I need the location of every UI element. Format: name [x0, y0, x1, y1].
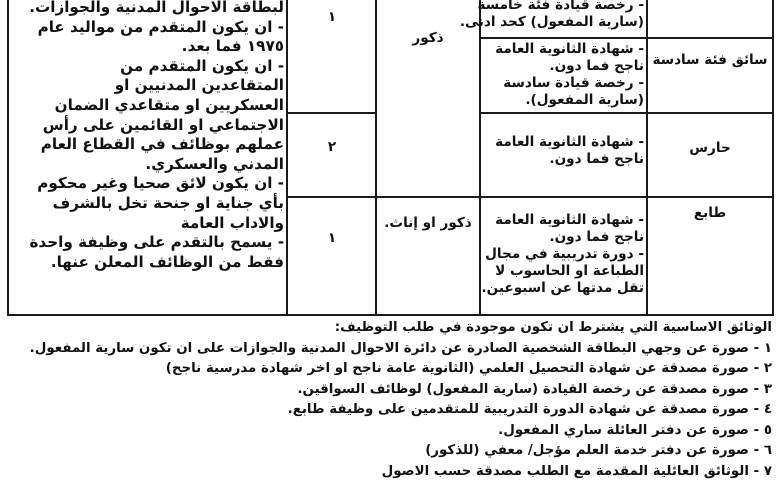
- count-divider-2: [288, 196, 376, 198]
- condition-line: الاجتماعي او القائمين على رأس: [10, 116, 284, 136]
- requirement-line: - رخصة قيادة سادسة: [484, 75, 644, 92]
- requirement-line: ناجح فما دون.: [484, 151, 644, 168]
- job-title: حارس: [689, 140, 731, 156]
- table-bottom-border: [7, 314, 774, 316]
- count-value: ١: [328, 230, 336, 246]
- job-3-requirements: [484, 134, 644, 168]
- job-title: طابع: [694, 205, 726, 221]
- condition-line: والاداب العامة: [10, 214, 284, 234]
- requirement-line: - شهادة الثانوية العامة: [484, 41, 644, 58]
- condition-line: - يسمح بالتقدم على وظيفة واحدة: [10, 233, 284, 253]
- table-left-border: [7, 0, 9, 316]
- job-title-driver: [649, 52, 771, 69]
- condition-line: المتقاعدين المدنيين او: [10, 76, 284, 96]
- row-divider-3: [376, 196, 774, 198]
- condition-line: العسكريين او متقاعدي الضمان: [10, 96, 284, 116]
- job-1-requirements: [484, 0, 644, 31]
- condition-line: بأي جناية او جنحة تخل بالشرف: [10, 194, 284, 214]
- general-conditions: [10, 0, 284, 272]
- job-4-requirements: [484, 212, 644, 297]
- column-divider-gender: [479, 0, 481, 316]
- document-item: ٦ - صورة عن دفتر خدمة العلم مؤجل/ معفي (للذكور): [0, 441, 772, 462]
- job-title-guard: [649, 140, 771, 157]
- table-right-border: [772, 0, 774, 316]
- requirement-line: (سارية المفعول).: [484, 92, 644, 109]
- count-value: ٢: [328, 139, 336, 155]
- condition-line: - ان يكون المتقدم من مواليد عام: [10, 18, 284, 38]
- document-item: ١ - صورة عن وجهي البطاقة الشخصية الصادرة عن دائرة الاحوال المدنية والجوازات على ان تكون سارية المفعول.: [0, 339, 772, 360]
- requirement-line: - دورة تدريبية في مجال: [484, 246, 644, 263]
- required-documents: [0, 318, 772, 482]
- requirement-line: (سارية المفعول) كحد ادنى.: [484, 14, 644, 31]
- requirement-line: - شهادة الثانوية العامة: [484, 212, 644, 229]
- requirement-line: - شهادة الثانوية العامة: [484, 134, 644, 151]
- column-divider-conditions: [286, 0, 288, 316]
- count-divider-1: [288, 112, 376, 114]
- column-divider-count: [375, 0, 377, 316]
- requirement-line: الطباعة او الحاسوب لا: [484, 263, 644, 280]
- condition-line: ١٩٧٥ فما بعد.: [10, 37, 284, 57]
- document-item: ٣ - صورة مصدقة عن رخصة القيادة (سارية المفعول) لوظائف السواقين.: [0, 380, 772, 401]
- count-cell-guard: [290, 139, 374, 156]
- job-title-typist: [649, 205, 771, 222]
- documents-heading: الوثائق الاساسية التي يشترط ان تكون موجودة في طلب التوظيف:: [0, 318, 772, 339]
- condition-line: - ان يكون لائق صحيا وغير محكوم: [10, 174, 284, 194]
- document-item: ٥ - صورة عن دفتر العائلة ساري المفعول.: [0, 421, 772, 442]
- requirement-line: - رخصة قيادة فئة خامسة: [484, 0, 644, 14]
- column-divider-requirements: [646, 0, 648, 316]
- count-cell-typist: [290, 230, 374, 247]
- condition-line: - ان يكون المتقدم من: [10, 57, 284, 77]
- gender-value: ذكور او إناث.: [384, 215, 472, 231]
- gender-cell-male: [378, 30, 478, 47]
- row-divider-1: [479, 37, 774, 39]
- requirement-line: تقل مدتها عن اسبوعين.: [484, 280, 644, 297]
- document-item: ٤ - صورة مصدقة عن شهادة الدورة التدريبية للمتقدمين على وظيفة طابع.: [0, 400, 772, 421]
- requirement-line: ناجح فما دون.: [484, 229, 644, 246]
- condition-line: المدني والعسكري.: [10, 155, 284, 175]
- document-item: ٢ - صورة مصدقة عن شهادة التحصيل العلمي (الثانوية عامة ناجح او اخر شهادة مدرسية ناجح): [0, 359, 772, 380]
- job-2-requirements: [484, 41, 644, 109]
- requirement-line: ناجح فما دون.: [484, 58, 644, 75]
- count-value: ١: [328, 9, 336, 25]
- gender-value: ذكور: [412, 30, 443, 46]
- count-cell-drivers: [290, 9, 374, 26]
- condition-line: فقط من الوظائف المعلن عنها.: [10, 253, 284, 273]
- condition-line: لبطاقة الاحوال المدنية والجوازات.: [10, 0, 284, 18]
- gender-cell-both: [380, 214, 476, 232]
- condition-line: عملهم بوظائف في القطاع العام: [10, 135, 284, 155]
- document-item-partial: ٧ - الوثائق العائلية المقدمة مع الطلب مصدقة حسب الاصول: [0, 462, 772, 482]
- row-divider-2: [479, 112, 774, 114]
- job-title: سائق فئة سادسة: [652, 52, 767, 68]
